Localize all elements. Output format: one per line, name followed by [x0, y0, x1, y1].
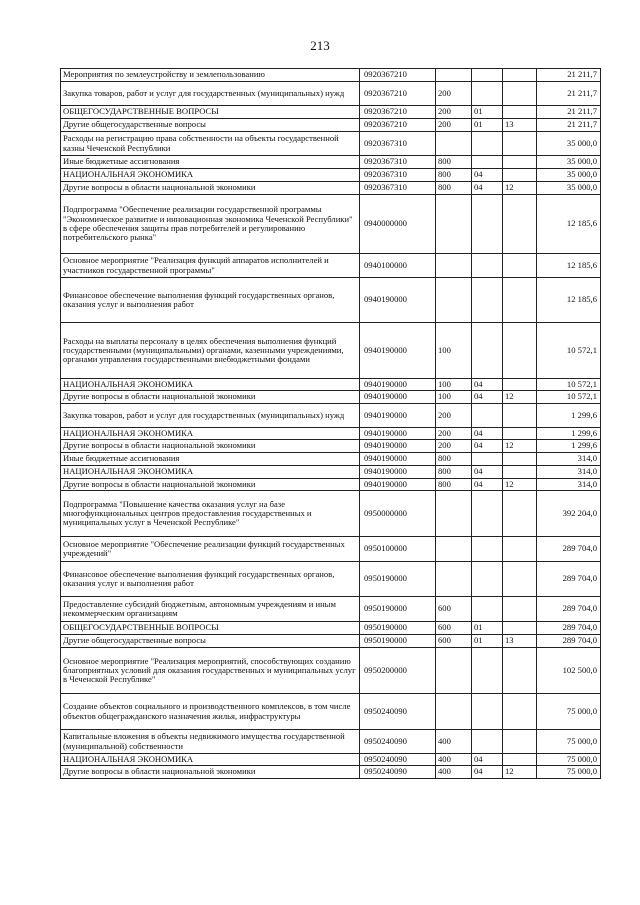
row-section-cell — [472, 562, 503, 597]
row-subsection-cell — [503, 278, 537, 323]
row-subsection-cell — [503, 597, 537, 622]
row-kvr-cell — [436, 694, 472, 730]
row-name-cell: Другие вопросы в области национальной экономики — [61, 391, 360, 404]
row-sum-cell: 1 299,6 — [537, 428, 601, 440]
row-name-cell: НАЦИОНАЛЬНАЯ ЭКОНОМИКА — [61, 466, 360, 479]
row-section-cell: 04 — [472, 169, 503, 182]
row-subsection-cell — [503, 491, 537, 537]
table-row — [61, 156, 601, 169]
row-sum-cell: 12 185,6 — [537, 278, 601, 323]
row-sum-cell: 289 704,0 — [537, 622, 601, 635]
row-name-cell: НАЦИОНАЛЬНАЯ ЭКОНОМИКА — [61, 379, 360, 391]
row-kvr-cell: 600 — [436, 597, 472, 622]
row-sum-cell: 314,0 — [537, 453, 601, 466]
row-sum-cell: 21 211,7 — [537, 119, 601, 132]
row-sum-cell: 75 000,0 — [537, 754, 601, 766]
row-section-cell: 04 — [472, 391, 503, 404]
row-code-cell: 0920367210 — [360, 119, 436, 132]
row-section-cell: 04 — [472, 466, 503, 479]
row-code-cell: 0920367310 — [360, 182, 436, 195]
row-section-cell: 04 — [472, 440, 503, 453]
row-name-cell: НАЦИОНАЛЬНАЯ ЭКОНОМИКА — [61, 428, 360, 440]
row-subsection-cell — [503, 69, 537, 82]
row-sum-cell: 289 704,0 — [537, 537, 601, 562]
row-code-cell: 0940190000 — [360, 466, 436, 479]
row-section-cell — [472, 404, 503, 428]
row-kvr-cell — [436, 254, 472, 278]
row-subsection-cell — [503, 622, 537, 635]
table-row — [61, 391, 601, 404]
row-sum-cell: 1 299,6 — [537, 440, 601, 453]
row-kvr-cell: 800 — [436, 156, 472, 169]
row-code-cell: 0950190000 — [360, 597, 436, 622]
row-sum-cell: 314,0 — [537, 479, 601, 491]
row-section-cell — [472, 195, 503, 254]
row-kvr-cell: 400 — [436, 766, 472, 779]
row-kvr-cell: 800 — [436, 479, 472, 491]
row-name-cell: Другие вопросы в области национальной экономики — [61, 479, 360, 491]
row-section-cell: 04 — [472, 182, 503, 195]
row-section-cell — [472, 82, 503, 106]
row-section-cell — [472, 156, 503, 169]
table-row — [61, 466, 601, 479]
row-name-cell: Другие общегосударственные вопросы — [61, 635, 360, 648]
row-sum-cell: 35 000,0 — [537, 169, 601, 182]
row-section-cell: 04 — [472, 754, 503, 766]
row-subsection-cell — [503, 106, 537, 119]
row-kvr-cell — [436, 195, 472, 254]
row-name-cell: ОБЩЕГОСУДАРСТВЕННЫЕ ВОПРОСЫ — [61, 106, 360, 119]
row-subsection-cell — [503, 428, 537, 440]
row-code-cell: 0950190000 — [360, 622, 436, 635]
row-subsection-cell: 13 — [503, 635, 537, 648]
row-subsection-cell: 12 — [503, 182, 537, 195]
row-subsection-cell — [503, 404, 537, 428]
row-name-cell: Подпрограмма "Повышение качества оказания услуг на базе многофункциональных центров предоставления государственных и муниципальных услуг в Чеченской Республике" — [61, 491, 360, 537]
row-section-cell — [472, 323, 503, 379]
row-name-cell: Основное мероприятие "Реализация функций аппаратов исполнителей и участников государственной программы" — [61, 254, 360, 278]
row-code-cell: 0920367210 — [360, 69, 436, 82]
table-row — [61, 195, 601, 254]
row-sum-cell: 12 185,6 — [537, 195, 601, 254]
table-row — [61, 323, 601, 379]
row-kvr-cell: 200 — [436, 428, 472, 440]
table-row — [61, 132, 601, 156]
row-subsection-cell — [503, 562, 537, 597]
page-number: 213 — [310, 38, 330, 53]
row-code-cell: 0940190000 — [360, 323, 436, 379]
row-sum-cell: 75 000,0 — [537, 730, 601, 754]
row-subsection-cell — [503, 132, 537, 156]
row-sum-cell: 35 000,0 — [537, 182, 601, 195]
row-section-cell — [472, 453, 503, 466]
table-row — [61, 491, 601, 537]
row-code-cell: 0950240090 — [360, 766, 436, 779]
row-kvr-cell — [436, 69, 472, 82]
table-row — [61, 254, 601, 278]
budget-table-body — [61, 69, 601, 779]
row-name-cell: Закупка товаров, работ и услуг для государственных (муниципальных) нужд — [61, 404, 360, 428]
row-kvr-cell: 200 — [436, 404, 472, 428]
row-name-cell: Другие вопросы в области национальной экономики — [61, 182, 360, 195]
row-subsection-cell: 12 — [503, 440, 537, 453]
table-row — [61, 82, 601, 106]
row-name-cell: Иные бюджетные ассигнования — [61, 453, 360, 466]
table-row — [61, 754, 601, 766]
row-section-cell — [472, 597, 503, 622]
table-row — [61, 766, 601, 779]
table-row — [61, 119, 601, 132]
row-kvr-cell: 600 — [436, 635, 472, 648]
row-code-cell: 0940190000 — [360, 479, 436, 491]
row-kvr-cell: 200 — [436, 106, 472, 119]
row-name-cell: Предоставление субсидий бюджетным, автономным учреждениям и иным некоммерческим организациям — [61, 597, 360, 622]
row-sum-cell: 21 211,7 — [537, 106, 601, 119]
row-sum-cell: 10 572,1 — [537, 379, 601, 391]
row-name-cell: Капитальные вложения в объекты недвижимого имущества государственной (муниципальной) собственности — [61, 730, 360, 754]
row-code-cell: 0920367210 — [360, 82, 436, 106]
row-sum-cell: 289 704,0 — [537, 562, 601, 597]
row-kvr-cell: 800 — [436, 466, 472, 479]
table-row — [61, 453, 601, 466]
row-code-cell: 0920367310 — [360, 132, 436, 156]
table-row — [61, 694, 601, 730]
row-kvr-cell: 100 — [436, 379, 472, 391]
table-row — [61, 648, 601, 694]
table-row — [61, 597, 601, 622]
row-name-cell: Расходы на регистрацию права собственности на объекты государственной казны Чеченской Республики — [61, 132, 360, 156]
row-kvr-cell: 200 — [436, 119, 472, 132]
table-row — [61, 428, 601, 440]
row-sum-cell: 35 000,0 — [537, 156, 601, 169]
row-sum-cell: 1 299,6 — [537, 404, 601, 428]
row-code-cell: 0950100000 — [360, 537, 436, 562]
row-sum-cell: 35 000,0 — [537, 132, 601, 156]
row-code-cell: 0920367210 — [360, 106, 436, 119]
row-code-cell: 0950200000 — [360, 648, 436, 694]
row-sum-cell: 392 204,0 — [537, 491, 601, 537]
table-row — [61, 622, 601, 635]
row-name-cell: Закупка товаров, работ и услуг для государственных (муниципальных) нужд — [61, 82, 360, 106]
row-section-cell: 01 — [472, 622, 503, 635]
row-section-cell — [472, 730, 503, 754]
row-code-cell: 0920367310 — [360, 156, 436, 169]
table-row — [61, 404, 601, 428]
row-subsection-cell: 12 — [503, 479, 537, 491]
row-subsection-cell: 13 — [503, 119, 537, 132]
row-section-cell — [472, 278, 503, 323]
row-kvr-cell: 100 — [436, 323, 472, 379]
table-row — [61, 537, 601, 562]
row-sum-cell: 75 000,0 — [537, 694, 601, 730]
row-subsection-cell — [503, 169, 537, 182]
row-code-cell: 0940190000 — [360, 391, 436, 404]
row-name-cell: НАЦИОНАЛЬНАЯ ЭКОНОМИКА — [61, 169, 360, 182]
row-section-cell — [472, 491, 503, 537]
table-row — [61, 440, 601, 453]
row-kvr-cell: 800 — [436, 169, 472, 182]
row-subsection-cell — [503, 379, 537, 391]
row-name-cell: Подпрограмма "Обеспечение реализации государственной программы "Экономическое развитие и инновационная экономика Чеченской Республики" в сфере обеспечения защиты прав потребителей и регулированию потребительского рынка" — [61, 195, 360, 254]
row-section-cell: 01 — [472, 119, 503, 132]
row-code-cell: 0940190000 — [360, 379, 436, 391]
row-sum-cell: 12 185,6 — [537, 254, 601, 278]
row-code-cell: 0940190000 — [360, 440, 436, 453]
row-kvr-cell: 100 — [436, 391, 472, 404]
row-name-cell: Финансовое обеспечение выполнения функций государственных органов, оказания услуг и выполнения работ — [61, 278, 360, 323]
table-row — [61, 69, 601, 82]
table-row — [61, 106, 601, 119]
row-sum-cell: 10 572,1 — [537, 391, 601, 404]
row-code-cell: 0950240090 — [360, 730, 436, 754]
row-subsection-cell — [503, 195, 537, 254]
row-name-cell: НАЦИОНАЛЬНАЯ ЭКОНОМИКА — [61, 754, 360, 766]
row-section-cell — [472, 254, 503, 278]
row-kvr-cell — [436, 132, 472, 156]
row-section-cell: 04 — [472, 479, 503, 491]
row-kvr-cell: 600 — [436, 622, 472, 635]
row-code-cell: 0950190000 — [360, 562, 436, 597]
row-section-cell — [472, 132, 503, 156]
row-name-cell: Другие вопросы в области национальной экономики — [61, 766, 360, 779]
row-code-cell: 0940190000 — [360, 453, 436, 466]
row-name-cell: Основное мероприятие "Реализация мероприятий, способствующих созданию благоприятных условий для оказания государственных и муниципальных услуг в Чеченской Республике" — [61, 648, 360, 694]
table-row — [61, 479, 601, 491]
row-section-cell: 04 — [472, 766, 503, 779]
table-row — [61, 182, 601, 195]
row-code-cell: 0920367310 — [360, 169, 436, 182]
row-code-cell: 0950240090 — [360, 754, 436, 766]
row-kvr-cell — [436, 278, 472, 323]
row-kvr-cell: 200 — [436, 82, 472, 106]
row-code-cell: 0950000000 — [360, 491, 436, 537]
table-row — [61, 635, 601, 648]
row-kvr-cell: 400 — [436, 754, 472, 766]
row-sum-cell: 75 000,0 — [537, 766, 601, 779]
table-row — [61, 169, 601, 182]
row-kvr-cell: 800 — [436, 182, 472, 195]
table-row — [61, 730, 601, 754]
row-code-cell: 0940000000 — [360, 195, 436, 254]
row-subsection-cell — [503, 156, 537, 169]
row-section-cell — [472, 648, 503, 694]
row-name-cell: Создание объектов социального и производственного комплексов, в том числе объектов общегражданского назначения жилья, инфраструктуры — [61, 694, 360, 730]
row-section-cell: 01 — [472, 106, 503, 119]
row-subsection-cell — [503, 694, 537, 730]
table-row — [61, 278, 601, 323]
table-row — [61, 562, 601, 597]
row-subsection-cell — [503, 537, 537, 562]
row-code-cell: 0940190000 — [360, 428, 436, 440]
row-subsection-cell — [503, 82, 537, 106]
row-kvr-cell: 800 — [436, 453, 472, 466]
row-code-cell: 0940190000 — [360, 404, 436, 428]
row-subsection-cell — [503, 466, 537, 479]
row-kvr-cell — [436, 537, 472, 562]
row-subsection-cell — [503, 254, 537, 278]
row-section-cell: 04 — [472, 379, 503, 391]
budget-table — [60, 68, 601, 779]
row-kvr-cell — [436, 491, 472, 537]
row-subsection-cell — [503, 730, 537, 754]
row-sum-cell: 102 500,0 — [537, 648, 601, 694]
row-name-cell: Другие общегосударственные вопросы — [61, 119, 360, 132]
row-kvr-cell — [436, 562, 472, 597]
row-subsection-cell: 12 — [503, 766, 537, 779]
row-sum-cell: 289 704,0 — [537, 635, 601, 648]
row-name-cell: Расходы на выплаты персоналу в целях обеспечения выполнения функций государственными (муниципальными) органами, казенными учреждениями, органами управления государственными внебюджетными фондами — [61, 323, 360, 379]
row-kvr-cell: 400 — [436, 730, 472, 754]
row-section-cell: 04 — [472, 428, 503, 440]
row-subsection-cell — [503, 323, 537, 379]
row-sum-cell: 10 572,1 — [537, 323, 601, 379]
row-sum-cell: 289 704,0 — [537, 597, 601, 622]
row-subsection-cell — [503, 754, 537, 766]
row-subsection-cell: 12 — [503, 391, 537, 404]
row-code-cell: 0950240090 — [360, 694, 436, 730]
row-name-cell: Мероприятия по землеустройству и землепользованию — [61, 69, 360, 82]
row-subsection-cell — [503, 648, 537, 694]
row-code-cell: 0940190000 — [360, 278, 436, 323]
row-kvr-cell — [436, 648, 472, 694]
row-name-cell: Финансовое обеспечение выполнения функций государственных органов, оказания услуг и выполнения работ — [61, 562, 360, 597]
row-subsection-cell — [503, 453, 537, 466]
table-row — [61, 379, 601, 391]
row-name-cell: Иные бюджетные ассигнования — [61, 156, 360, 169]
row-section-cell — [472, 694, 503, 730]
row-sum-cell: 314,0 — [537, 466, 601, 479]
row-code-cell: 0950190000 — [360, 635, 436, 648]
row-name-cell: Другие вопросы в области национальной экономики — [61, 440, 360, 453]
row-section-cell: 01 — [472, 635, 503, 648]
row-section-cell — [472, 537, 503, 562]
row-sum-cell: 21 211,7 — [537, 82, 601, 106]
row-name-cell: Основное мероприятие "Обеспечение реализации функций государственных учреждений" — [61, 537, 360, 562]
row-name-cell: ОБЩЕГОСУДАРСТВЕННЫЕ ВОПРОСЫ — [61, 622, 360, 635]
row-code-cell: 0940100000 — [360, 254, 436, 278]
row-section-cell — [472, 69, 503, 82]
row-sum-cell: 21 211,7 — [537, 69, 601, 82]
row-kvr-cell: 200 — [436, 440, 472, 453]
